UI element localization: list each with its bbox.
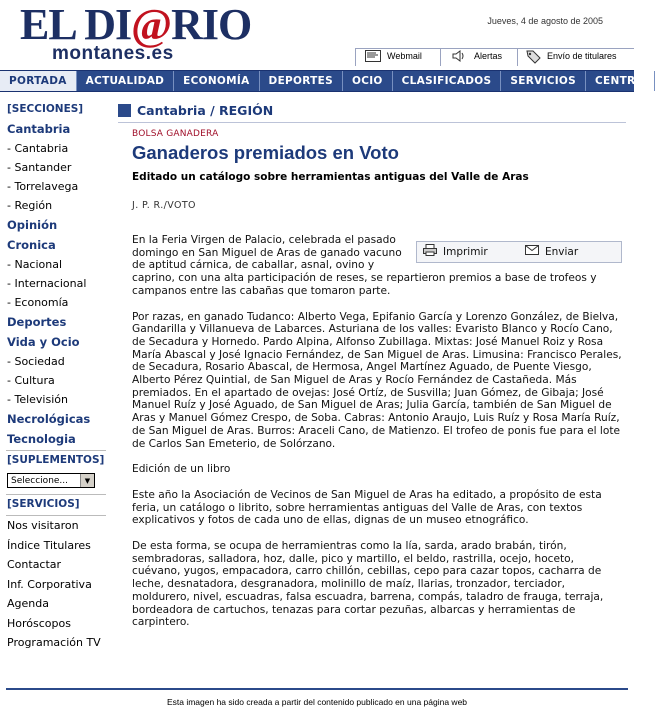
site-logo[interactable] [20,0,252,49]
logo-text-part2: RIO [171,0,252,49]
sidebar-item-nacional[interactable]: - Nacional [7,258,63,271]
chevron-down-icon[interactable]: ▼ [80,474,94,487]
logo-text-part1: EL DI [20,0,132,49]
envelope-icon [525,245,539,259]
sidebar-item-santander[interactable]: - Santander [7,161,72,174]
sidebar-item-cantabria[interactable]: Cantabria [7,122,71,136]
sidebar-item-cantabria-sub[interactable]: - Cantabria [7,142,69,155]
sidebar [0,100,112,653]
sidebar-item-programacion-tv[interactable]: Programación TV [7,636,101,649]
sidebar-item-cultura[interactable]: - Cultura [7,374,55,387]
article-paragraph: En la Feria Virgen de Palacio, celebrada el pasado domingo en San Miguel de Aras de ganado vacuno de aptitud cárnica, de caballar, asnal, ovino y caprino, con una alta participación de reses, se repartieron premios a base de trofeos y campanos entre las cabañas que tomaron parte. [132,234,597,297]
send-label: Enviar [545,245,579,258]
sidebar-item-sociedad[interactable]: - Sociedad [7,355,65,368]
nav-item-ocio[interactable]: OCIO [343,71,393,91]
article-paragraph: Por razas, en ganado Tudanco: Alberto Vega, Epifanio García y Lorenzo González, de Bielva, Gandarilla y Villanueva de Labarces. Asturiana de los valles: Evaristo Blanco y Rocío Cano, de Secadura y Hornedo. Pardo Alpina, Alfonso Zubillaga. Mixtas: José Manuel Roiz y Rosa María Abascal y José Ignacio Fernández, de San Miguel de Aras. Limusina: Francisco Perales, de Secadura, Rosario Abascal, de Hermosa, Angel Martínez Aguado, de Puente Viesgo, Alberto Pérez Quintial, de San Miguel de Aras y Rocío Fernández de Castañeda. Más premiados. En el apartado de ovejas: José Ortíz, de Susvilla; Juan Gómez, de Gibaja; José Manuel Ruíz y José Aguado, de San Miguel de Aras; Julia García, también de San Miguel de Aras y Manuel Gómez Crespo, de Soba. Cabras: Antonio Araujo, Luis Ruíz y Rosa María Ruíz, de San Miguel de Aras. Burros: Araceli Cano, de Matienzo. El trofeo de ponis fue para el lote de Carlos San Emeterio, de Solórzano. [132,310,622,450]
sidebar-item-indice-titulares[interactable]: Índice Titulares [7,538,91,552]
article-author: J. P. R./VOTO [132,200,196,211]
sidebar-item-economia[interactable]: - Economía [7,296,69,309]
services-heading: [SERVICIOS] [7,498,80,510]
supplements-select[interactable] [7,473,95,488]
sections-heading: [SECCIONES] [7,103,84,115]
article-kicker: BOLSA GANADERA [132,129,219,139]
alertas-label: Alertas [474,51,503,61]
print-label: Imprimir [443,245,488,258]
square-bullet-icon [118,104,131,117]
envio-titulares-label: Envío de titulares [547,51,617,61]
send-button[interactable] [519,245,621,259]
footer-note: Esta imagen ha sido creada a partir del contenido publicado en una página web [166,697,468,707]
breadcrumb-text[interactable]: Cantabria / REGIÓN [137,102,274,118]
footer-divider [6,688,628,690]
webmail-link[interactable] [365,50,422,62]
speaker-icon [452,50,468,62]
article-paragraph: Este año la Asociación de Vecinos de San Miguel de Aras ha editado, a propósito de esta feria, un catálogo o librito, sobre herramientas antiguas del Valle de Aras, con textos explicativos y fotos de cada uno de ellas, dignas de un museo etnográfico. [132,488,602,527]
logo-subtitle: montanes.es [52,43,174,64]
breadcrumb-divider [118,122,626,123]
supplements-select-value: Seleccione... [11,475,69,486]
logo-at-sign: @ [131,0,172,49]
nav-item-centro[interactable]: CENTRO [586,71,655,91]
main-nav [0,70,645,92]
sidebar-item-agenda[interactable]: Agenda [7,597,49,610]
print-button[interactable] [417,244,519,260]
nav-item-deportes[interactable]: DEPORTES [260,71,343,91]
article-section-heading: Edición de un libro [132,463,231,476]
tag-icon [525,50,541,62]
breadcrumb [118,100,628,120]
article-subtitle: Editado un catálogo sobre herramientas antiguas del Valle de Aras [132,171,529,183]
sidebar-item-cronica[interactable]: Cronica [7,238,56,252]
printer-icon [423,244,437,260]
sidebar-item-torrelavega[interactable]: - Torrelavega [7,180,79,193]
header-tools-separator [355,48,356,66]
sidebar-item-internacional[interactable]: - Internacional [7,277,87,290]
nav-item-portada[interactable]: PORTADA [0,71,77,91]
sidebar-item-deportes[interactable]: Deportes [7,315,67,329]
nav-item-clasificados[interactable]: CLASIFICADOS [393,71,502,91]
sidebar-item-television[interactable]: - Televisión [7,393,68,406]
sidebar-item-contactar[interactable]: Contactar [7,558,62,571]
nav-item-servicios[interactable]: SERVICIOS [501,71,586,91]
sidebar-item-horoscopos[interactable]: Horóscopos [7,616,71,630]
supplements-heading: [SUPLEMENTOS] [7,454,105,466]
header-tools-separator [440,48,441,66]
header-tools-divider [355,48,634,49]
envio-titulares-link[interactable] [525,50,617,62]
sidebar-item-opinion[interactable]: Opinión [7,218,58,232]
sidebar-item-tecnologia[interactable]: Tecnologia [7,432,76,446]
sidebar-item-nos-visitaron[interactable]: Nos visitaron [7,519,79,532]
nav-item-economia[interactable]: ECONOMÍA [174,71,259,91]
article-tools [416,241,622,263]
nav-item-actualidad[interactable]: ACTUALIDAD [77,71,174,91]
sidebar-item-necrologicas[interactable]: Necrológicas [7,412,91,426]
sidebar-item-region[interactable]: - Región [7,199,53,212]
article-headline: Ganaderos premiados en Voto [132,142,399,163]
article-paragraph: De esta forma, se ocupa de herramientras como la lía, sarda, arado brabán, tirón, sembradoras, salladora, hoz, dalle, pico y martillo, el beldo, rastrilla, ocejo, hoceto, cuévano, yugos, empacadora, carro chillón, cebillas, cepo para cazar topos, cacharra de leche, desnatadora, desgranadora, molinillo de maíz, llarias, tronzador, terciador, moldurero, nivel, escuadras, falsa escuadra, barrena, compás, taladro de frauga, terraja, bordeadora de cartuchos, tenazas para cortar pezuñas, albarcas y herramientas de carpintero. [132,540,604,629]
sidebar-item-vida-ocio[interactable]: Vida y Ocio [7,335,80,349]
article-area [118,100,628,629]
sidebar-item-inf-corporativa[interactable]: Inf. Corporativa [7,577,92,591]
mail-icon [365,50,381,62]
alertas-link[interactable] [452,50,502,62]
webmail-label: Webmail [387,51,422,61]
current-date: Jueves, 4 de agosto de 2005 [487,16,603,26]
site-header [0,0,634,70]
article-body [132,234,622,642]
header-tools-separator [517,48,518,66]
